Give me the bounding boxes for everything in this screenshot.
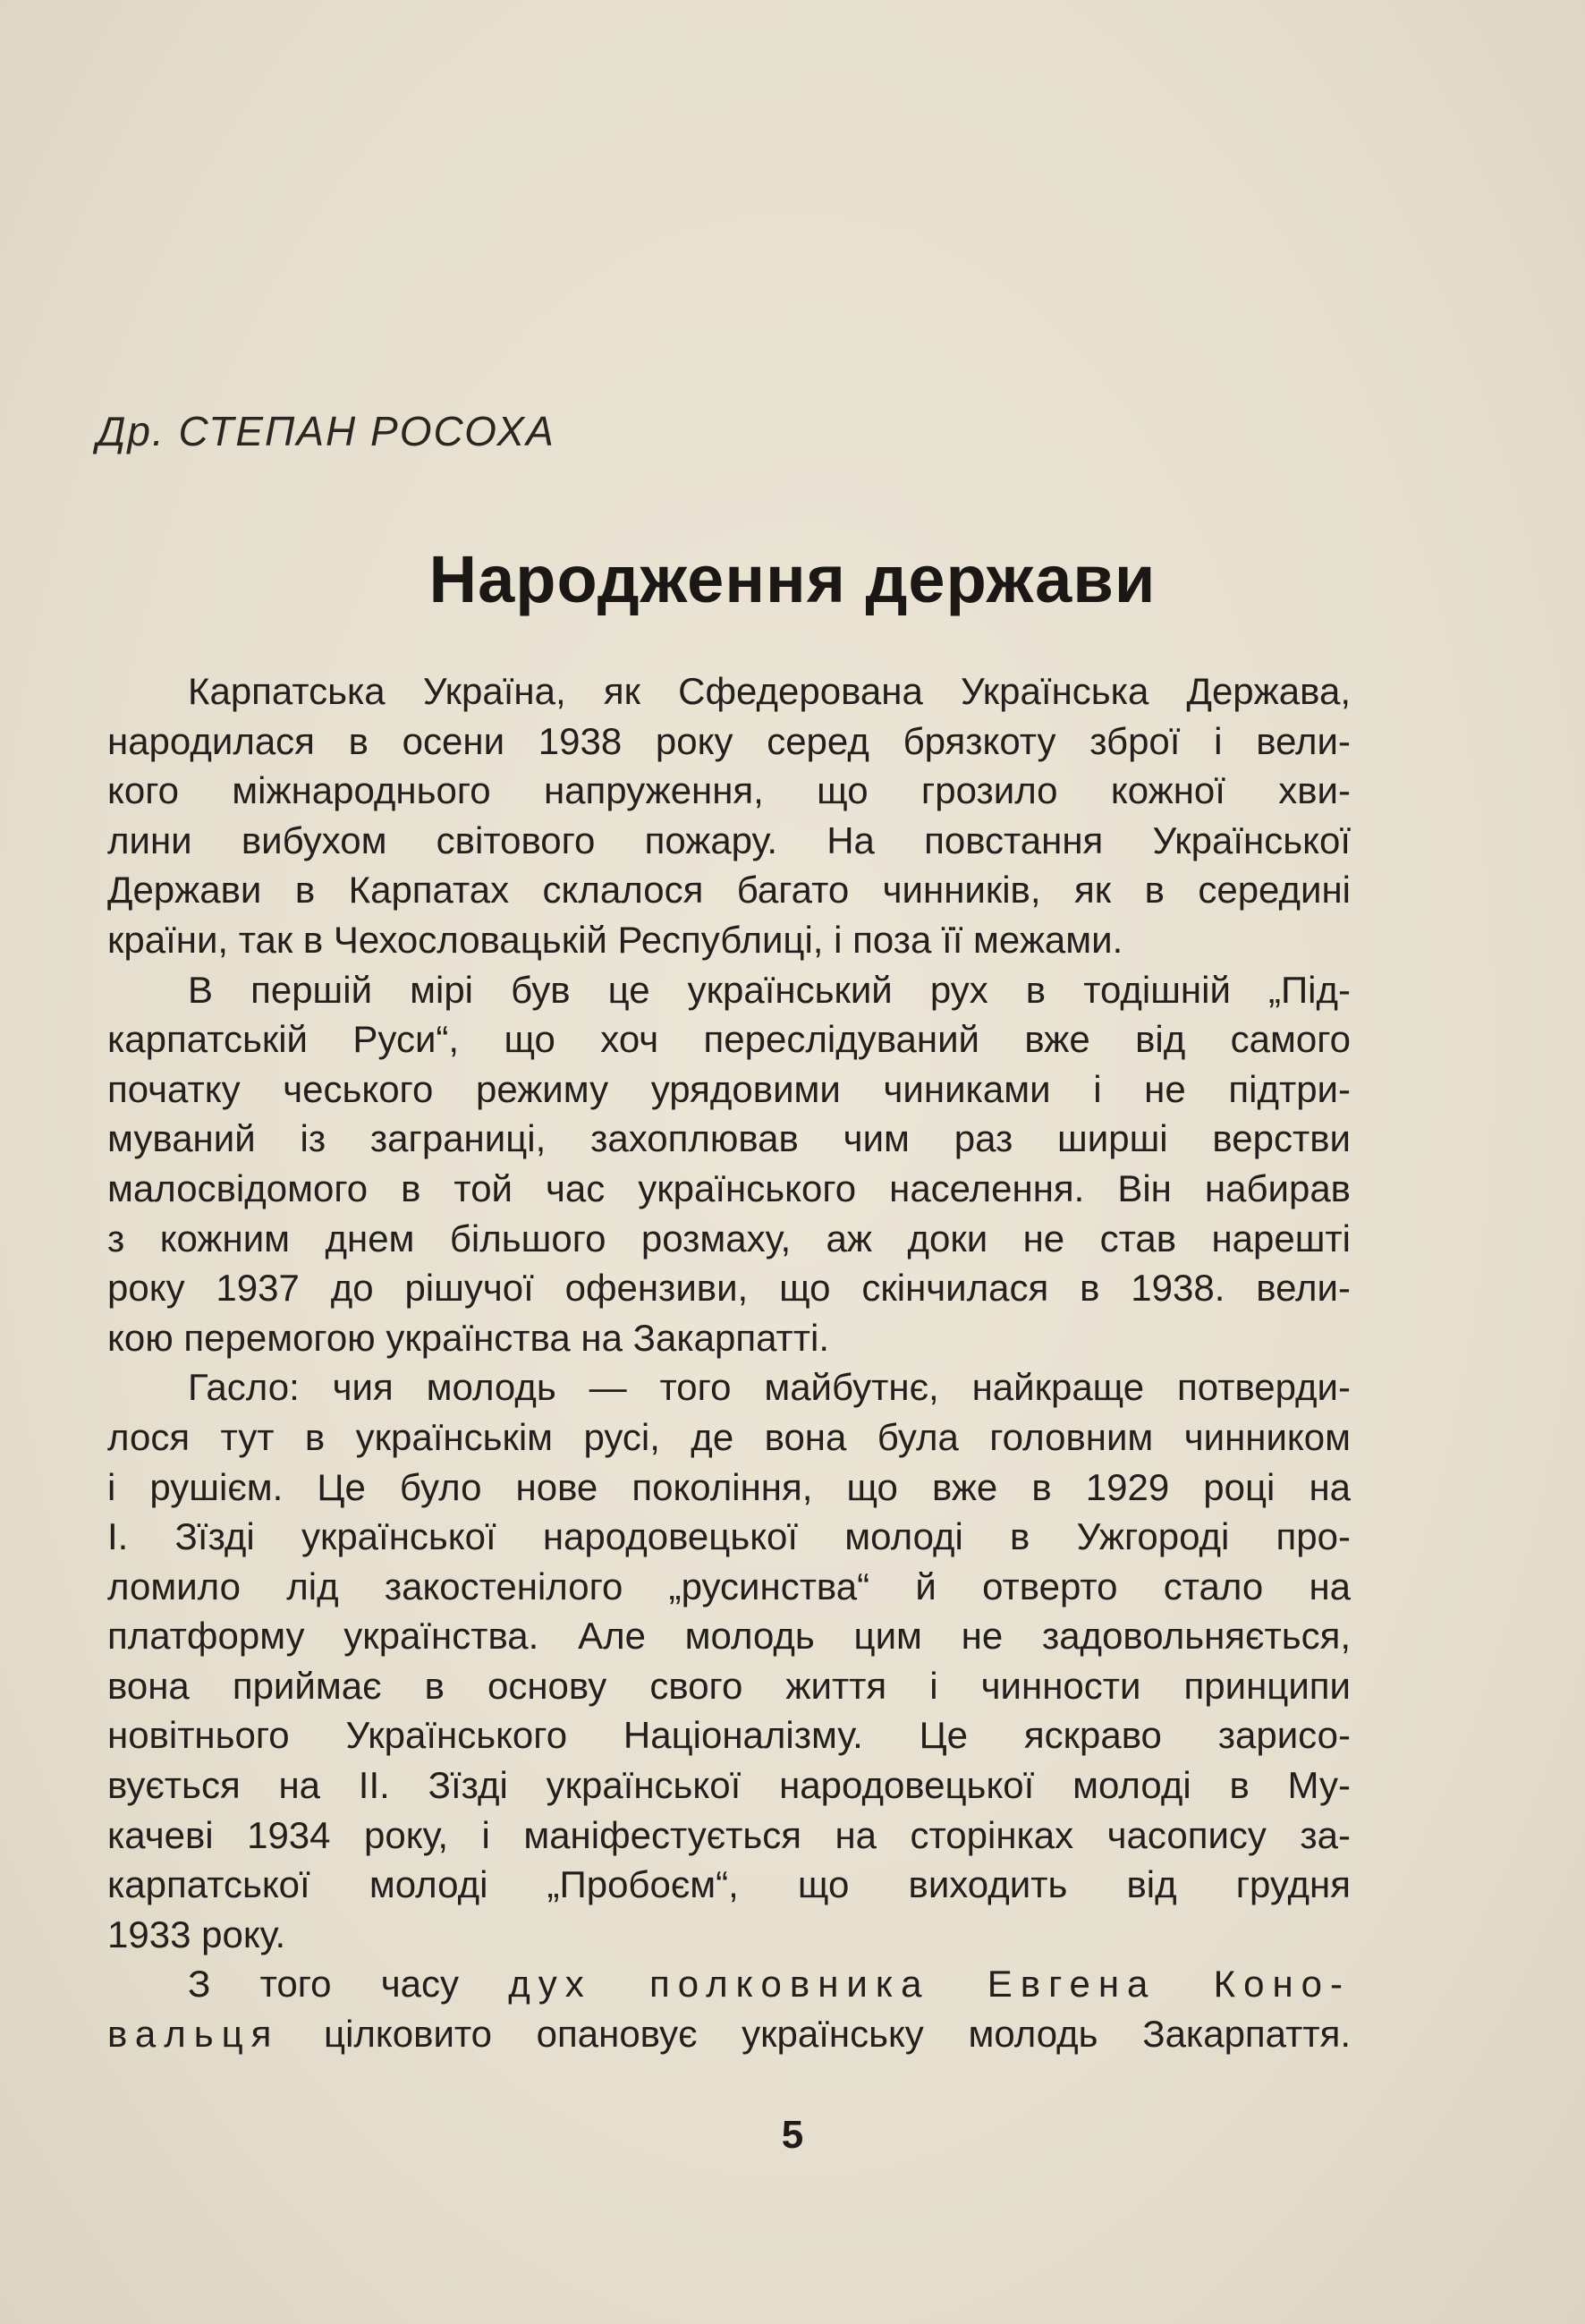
- text-line: лини вибухом світового пожару. На повстання Української: [107, 818, 1351, 861]
- text-line: лося тут в українськім русі, де вона була головним чинником: [107, 1415, 1351, 1458]
- text-line: з кожним днем більшого розмаху, аж доки не став нарешті: [107, 1217, 1351, 1260]
- text-line: І. Зїзді української народовецької молоді в Ужгороді про-: [107, 1515, 1351, 1558]
- body-text: [107, 666, 1351, 2059]
- text-line: муваний із заграниці, захоплював чим раз ширші верстви: [107, 1117, 1351, 1160]
- text-line: Карпатська Україна, як Сфедерована Українська Держава,: [188, 670, 1351, 712]
- spaced-emphasis: дух полковника Евгена Коно-: [508, 1963, 1351, 2006]
- text-line: кою перемогою українства на Закарпатті.: [107, 1316, 830, 1359]
- text-line: початку чеського режиму урядовими чиниками і не підтри-: [107, 1067, 1351, 1110]
- text-line: Гасло: чия молодь — того майбутнє, найкраще потверди-: [188, 1366, 1351, 1409]
- text-line: Держави в Карпатах склалося багато чинників, як в середині: [107, 869, 1351, 912]
- text-line: малосвідомого в той час українського населення. Він набирав: [107, 1166, 1351, 1209]
- text-line: новітнього Українського Націоналізму. Це яскраво зарисо-: [107, 1714, 1351, 1757]
- text-line: [107, 1959, 1351, 2009]
- text-line: народилася в осени 1938 року серед брязкоту зброї і вели-: [107, 719, 1351, 762]
- text-line: ломило лід закостенілого „русинства“ й отверто стало на: [107, 1565, 1351, 1607]
- text-run: З того часу: [188, 1963, 459, 2006]
- text-line: кого міжнароднього напруження, що грозило кожної хви-: [107, 769, 1351, 812]
- text-line: [107, 2009, 1351, 2059]
- text-line: платформу українства. Але молодь цим не задовольняється,: [107, 1615, 1351, 1658]
- text-line: вона приймає в основу свого життя і чинности принципи: [107, 1664, 1351, 1707]
- text-line: вується на ІІ. Зїзді української народовецької молоді в Му-: [107, 1764, 1351, 1807]
- text-line: і рушієм. Це було нове покоління, що вже в 1929 році на: [107, 1465, 1351, 1508]
- text-line: карпатської молоді „Пробоєм“, що виходить від грудня: [107, 1863, 1351, 1906]
- text-line: качеві 1934 року, і маніфестується на сторінках часопису за-: [107, 1813, 1351, 1856]
- text-line: 1933 року.: [107, 1913, 286, 1955]
- spaced-emphasis: вальця: [107, 2013, 280, 2056]
- text-line: року 1937 до рішучої офензиви, що скінчилася в 1938. вели-: [107, 1267, 1351, 1310]
- text-run: цілковито опановує українську молодь Закарпаття.: [324, 2013, 1351, 2056]
- text-line: карпатській Руси“, що хоч переслідуваний вже від самого: [107, 1018, 1351, 1061]
- chapter-title: Народження держави: [428, 542, 1157, 616]
- page-number: 5: [781, 2113, 804, 2157]
- text-line: країни, так в Чехословацькій Республиці, і поза її межами.: [107, 918, 1123, 961]
- text-line: В першій мірі був це український рух в тодішній „Під-: [188, 968, 1351, 1011]
- author-name: Др. СТЕПАН РОСОХА: [97, 408, 555, 454]
